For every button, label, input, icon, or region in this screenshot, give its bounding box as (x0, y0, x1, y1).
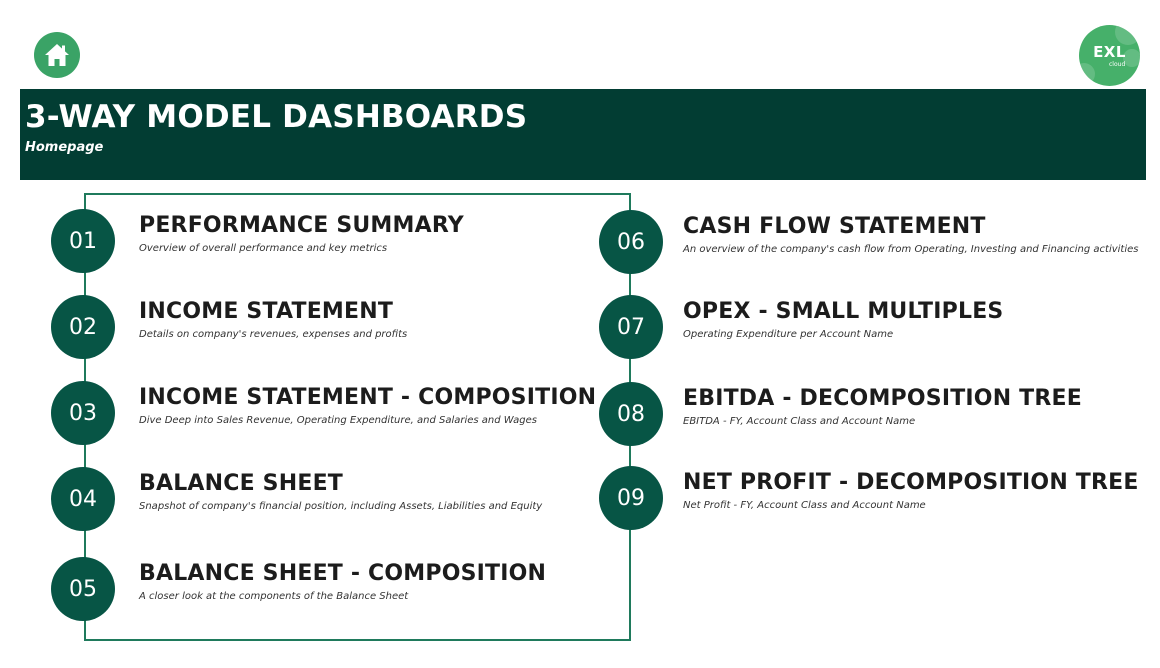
item-title: CASH FLOW STATEMENT (683, 214, 986, 239)
item-title: BALANCE SHEET (139, 471, 344, 496)
item-number-badge: 09 (599, 466, 663, 530)
item-title: PERFORMANCE SUMMARY (139, 213, 464, 238)
item-number-badge: 06 (599, 210, 663, 274)
item-number-badge: 07 (599, 295, 663, 359)
item-description: Details on company's revenues, expenses and profits (139, 329, 408, 340)
item-title: OPEX - SMALL MULTIPLES (683, 299, 1004, 324)
item-number-badge: 08 (599, 382, 663, 446)
home-button[interactable] (34, 32, 80, 78)
item-description: Dive Deep into Sales Revenue, Operating Expenditure, and Salaries and Wages (139, 415, 537, 426)
logo-bubble (1115, 25, 1140, 45)
item-title: BALANCE SHEET - COMPOSITION (139, 561, 547, 586)
item-description: Snapshot of company's financial position, including Assets, Liabilities and Equity (139, 501, 543, 512)
item-number-badge: 05 (51, 557, 115, 621)
logo-subtext: cloud (1109, 61, 1126, 68)
logo-text: EXL (1093, 43, 1126, 61)
item-description: Operating Expenditure per Account Name (683, 329, 894, 340)
item-title: INCOME STATEMENT (139, 299, 394, 324)
logo-bubble (1079, 63, 1095, 85)
item-description: An overview of the company's cash flow from Operating, Investing and Financing activities (683, 244, 1139, 255)
item-number-badge: 02 (51, 295, 115, 359)
header-banner (20, 89, 1146, 180)
item-description: Overview of overall performance and key metrics (139, 243, 388, 254)
page-subtitle: Homepage (25, 140, 104, 155)
exl-cloud-logo (1079, 25, 1140, 86)
item-description: Net Profit - FY, Account Class and Account Name (683, 500, 926, 511)
item-title: NET PROFIT - DECOMPOSITION TREE (683, 470, 1139, 495)
item-number-badge: 04 (51, 467, 115, 531)
item-title: INCOME STATEMENT - COMPOSITION (139, 385, 597, 410)
item-number-badge: 03 (51, 381, 115, 445)
item-title: EBITDA - DECOMPOSITION TREE (683, 386, 1082, 411)
page-title: 3-WAY MODEL DASHBOARDS (25, 99, 528, 135)
item-number-badge: 01 (51, 209, 115, 273)
home-icon (43, 42, 71, 68)
item-description: EBITDA - FY, Account Class and Account Name (683, 416, 916, 427)
item-description: A closer look at the components of the Balance Sheet (139, 591, 409, 602)
